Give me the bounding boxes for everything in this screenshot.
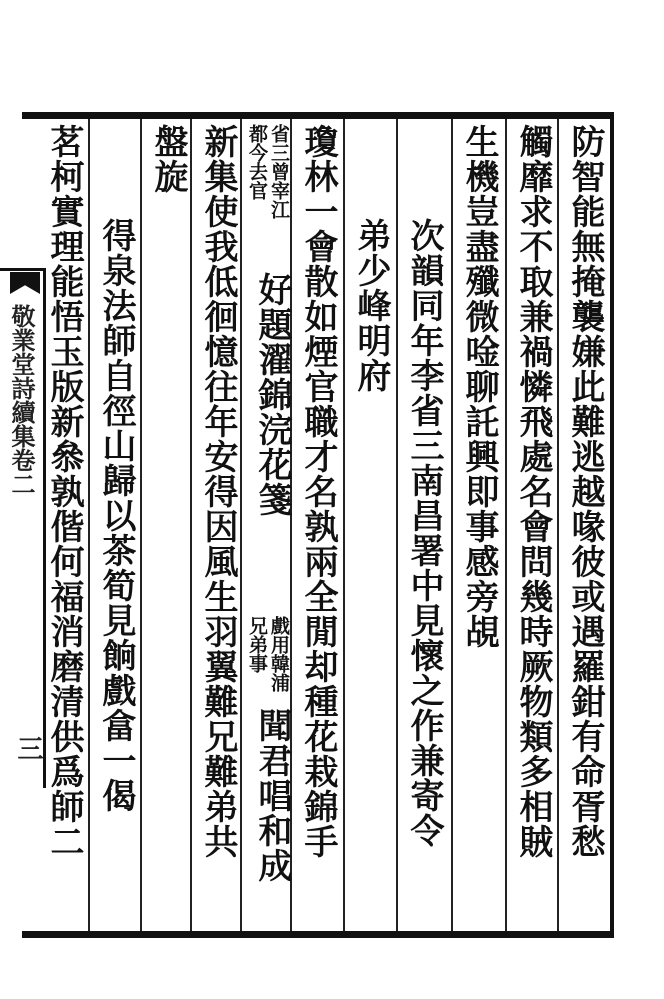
margin-title: 敬業堂詩續集卷二 [7, 304, 36, 496]
text-column: 茗柯實理能悟玉版新叅孰偕何福消磨清供爲師二 [44, 124, 84, 859]
text-segment: 好題濯錦浣花箋 [252, 272, 292, 517]
text-column: 瓊林一會散如煙官職才名孰兩全閒却種花栽錦手 [298, 124, 338, 859]
interlinear-note: 戲用韓浦 [268, 616, 290, 692]
poem-title-column: 次韻同年李省三南昌署中見懷之作兼寄令 [404, 218, 444, 848]
text-column: 防智能無掩襲嫌此難逃越喙彼或遇羅鉗有命胥愁 [565, 124, 605, 859]
poem-title-column: 弟少峰明府 [351, 218, 391, 393]
interlinear-note: 都今去官 [246, 124, 268, 200]
column-rule [557, 119, 559, 931]
text-segment: 聞君唱和成 [252, 708, 292, 883]
poem-title-column: 得泉法師自徑山歸以茶筍見餉戲畣一偈 [96, 218, 136, 813]
column-rule [343, 119, 345, 931]
column-rule [190, 119, 192, 931]
text-column: 新集使我低徊憶往年安得因風生羽翼難兄難弟共 [198, 124, 238, 859]
text-column: 觸靡求不取兼禍憐飛處名會問幾時厥物類多相賊 [513, 124, 553, 859]
interlinear-note: 省三曾宰江 [268, 124, 290, 219]
text-column: 盤旋 [148, 124, 188, 194]
text-column: 生機豈盡殲微唫聊託興即事感旁覘 [459, 124, 499, 649]
page-number: 三 [13, 735, 43, 761]
column-rule [396, 119, 398, 931]
text-column-with-notes [244, 124, 290, 924]
column-rule [140, 119, 142, 931]
column-rule [88, 119, 90, 931]
column-rule [451, 119, 453, 931]
column-rule [505, 119, 507, 931]
interlinear-note: 兄弟事 [246, 616, 268, 673]
